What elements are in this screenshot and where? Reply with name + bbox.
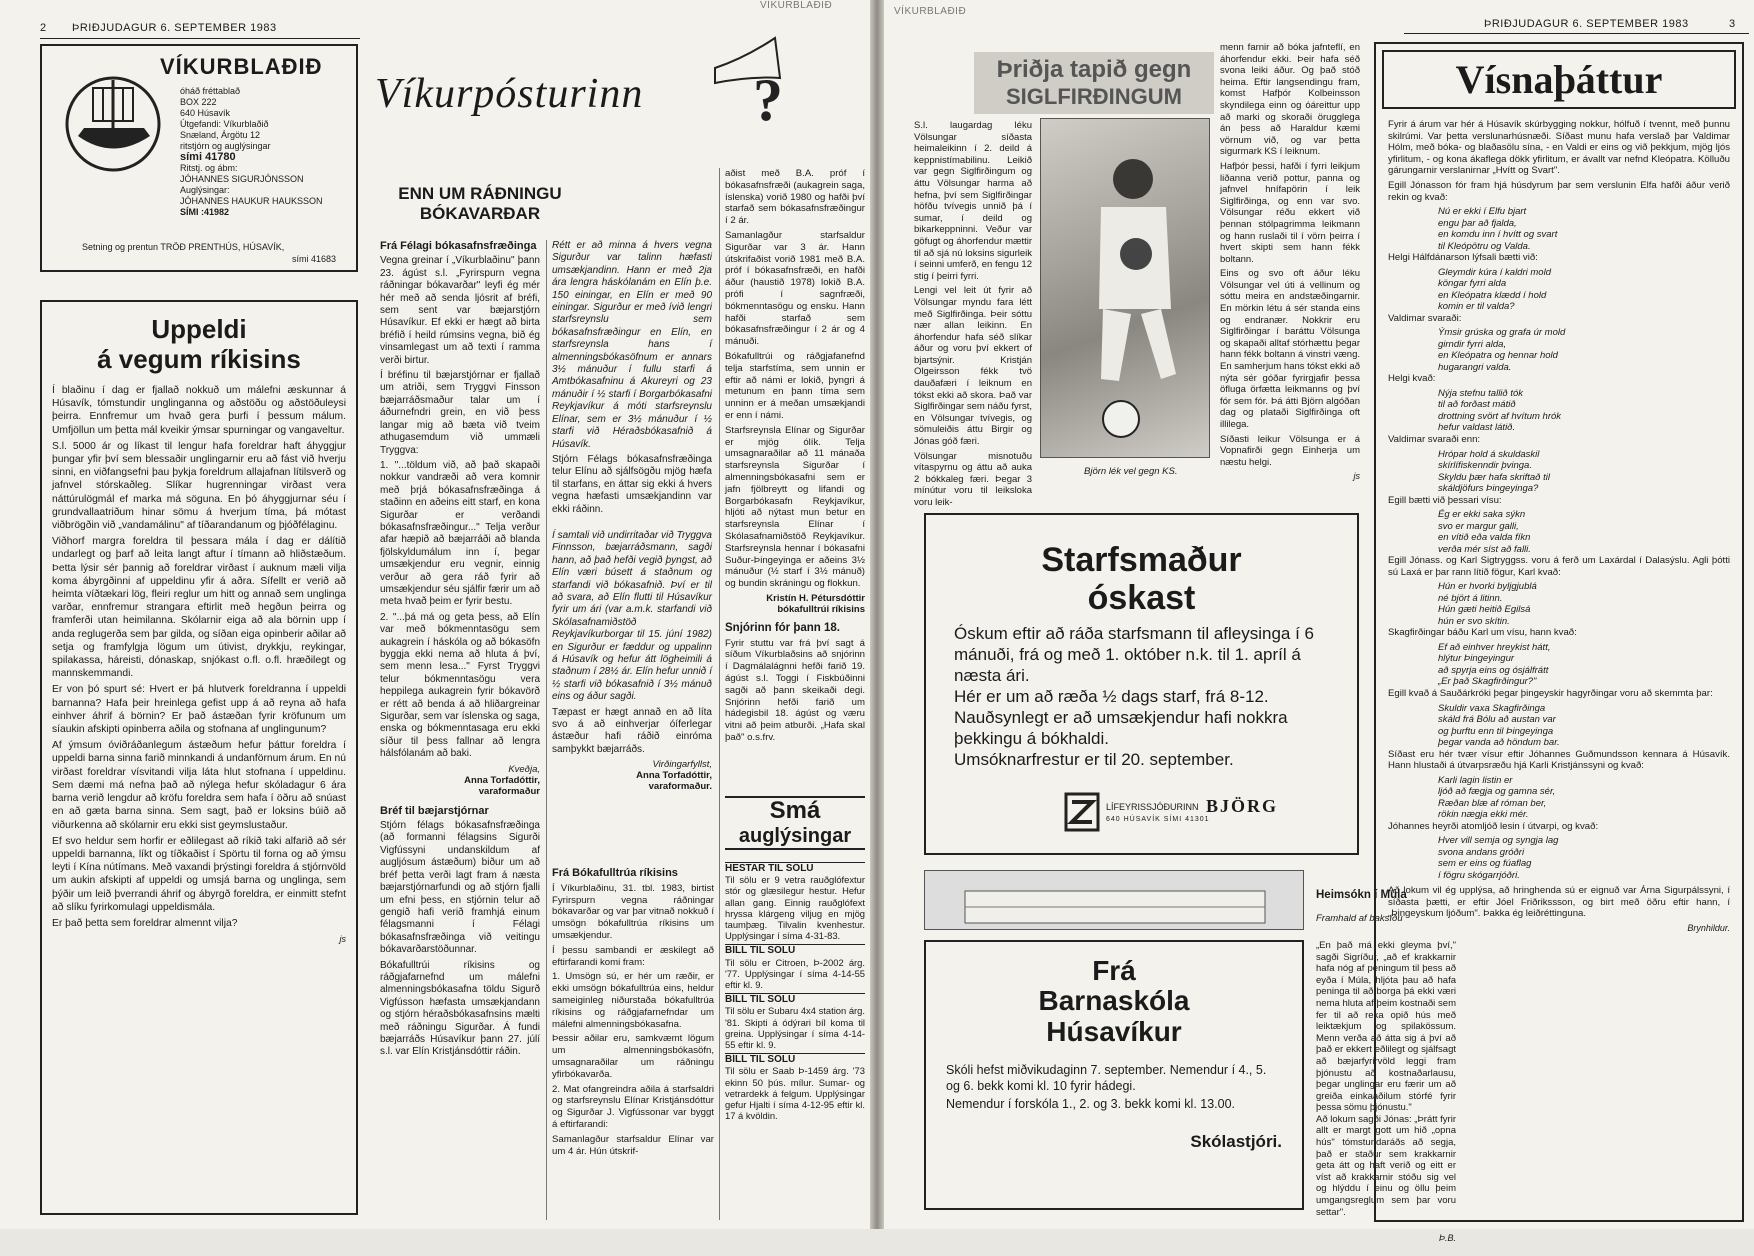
poem-line: sem er eins og fúaflag — [1438, 858, 1532, 870]
editorial-paragraph: Viðhorf margra foreldra til þessara mála í dag er dálítið undarlegt og þarf að leita langt aftur í tímann að hliðstæðum. Þetta lýsir sér þannig að foreldrar virðast í auknum mæli vilja koma ábyrgðinni af uppeldinu yfir á aðra. Sífellt er verið að heimta víðtækari lög, fleiri reglur um hitt og annað sem unglinga varðar, ennfremur strangara eftirlit með hegðun þeirra og framferði utan heimilanna. Skólarnir eiga að ala börnin upp í anda reglugerða sem þar gilda, og síðan eiga opinberir aðilar að setja og framfylgja lögum um útivist, drykkju, reykingar, spilakassa, háreisti, dónaskap, snjókast o.fl. o.fl. hræðilegt og mannskemmandi. — [52, 536, 346, 680]
svg-text:?: ? — [753, 67, 783, 133]
poem-line: Nýja stefnu tallið tók — [1438, 387, 1524, 399]
lifeyrissjodur-logo-icon — [1064, 792, 1100, 832]
poem-line: Ræðan blæ af róman ber, — [1438, 797, 1547, 809]
left-header-date: ÞRIÐJUDAGUR 6. SEPTEMBER 1983 — [72, 22, 277, 34]
school-ad-box — [924, 940, 1304, 1210]
poem-line: Hver vill semja og syngja lag — [1438, 835, 1559, 847]
poem-line: þegar vanda að höndum bar. — [1438, 737, 1560, 748]
small-ad — [725, 862, 865, 941]
poem-line: hlýtur Þingeyingur — [1438, 653, 1515, 665]
visna-lead: Egill Jónass. og Karl Sigtryggss. voru á ferð um Laxárdal í Dalasýslu. Agli þótti sú Laxá er þar rann lítið fögur, Karl kvað: — [1388, 555, 1730, 578]
vikurposturinn-col2 — [552, 240, 712, 792]
poem-line: svona andans gróðri — [1438, 846, 1525, 858]
poem-line: „Er það Skagfirðingur?" — [1438, 676, 1537, 688]
visna-entry — [1388, 627, 1730, 688]
col1-paragraph: 2. "...þá má og geta þess, að Elín var með bókmenntasögu sem aukagrein í háskóla og að bókasöfn byggja ekki nema að hluta á því, sem menn lesa..." Fyrst Tryggvi telur bókmenntasögu vera heppilega aukagrein fyrir bókavörð er rétt að benda á að hliðargreinar Sigurðar, sem var íslenska og saga, enska og bókmenntasaga eru ekki síður til þess fallnar að lengra hálsfólanám að baki. — [380, 611, 540, 760]
poem-line: girndir fyrri alda, — [1438, 338, 1507, 350]
masthead-line: SÍMI :41982 — [180, 207, 230, 217]
visna-lead: Síðast eru hér tvær vísur eftir Jóhannes Guðmundsson kennara á Húsavík. Hann hlustaði á útvarpsræðu hjá Karli Kristjánssyni og kvað: — [1388, 748, 1730, 772]
vikurposturinn-title: Víkurpósturinn — [375, 71, 644, 117]
visna-entry — [1388, 821, 1730, 882]
masthead-lines — [180, 86, 355, 218]
small-ad — [725, 1053, 865, 1121]
smaauglysingar-title-1: Smá — [769, 797, 821, 824]
editorial-title-1: Uppeldi — [151, 314, 247, 344]
sport-paragraph: S.l. laugardag léku Völsungar síðasta heimaleikinn í 2. deild á keppnistímabilinu. Leikið var gegn Siglfirðingum og áttu Völsungar harma að hefna, því sem Siglfirðingar höfðu tvívegis unnið þá í sumar, í deild og bikarkeppninni. Veður var göfugt og áhorfendur mættir til að sjá nú loksins sigurleik í seinni umferð, en fengu 12 stig í þeirri fyrri. — [914, 120, 1032, 282]
editorial-box — [40, 300, 358, 1215]
small-ad-text: Til sölu er Citroen, Þ-2002 árg. '77. Upplýsingar í síma 4-14-55 eftir kl. 9. — [725, 956, 865, 991]
right-header-date: ÞRIÐJUDAGUR 6. SEPTEMBER 1983 — [1484, 18, 1689, 30]
col2-sign-line: Virðingarfyllst, — [652, 759, 712, 771]
col1-sign-line: Anna Torfadóttir, — [464, 774, 540, 786]
sport-paragraph: Hafþór þessi, hafði í fyrri leikjum liðanna verið pottur, panna og jafnvel hnífapörin í leik Siglfirðinga, og enn var svo. Völsungar réðu ekkert við þennan stólpagrimma leikmann og hann ruslaði til í vörn þeirra í hvert skipti sem hann fékk boltann. — [1220, 160, 1360, 265]
poem-line: Hrópar hold á skuldaskil — [1438, 448, 1540, 460]
editorial-paragraph: Af ýmsum óviðráðanlegum ástæðum hefur þáttur foreldra í uppeldi barna sinna farið minnkandi á undanförnum árum. En nú virðast foreldrar vísvitandi vilja láta hlut stofnana í uppeldinu. Sem dæmi má nefna það að nýlega hefur skóladagur 6 ára barna verið lengdur að kröfu foreldra sem hafa í öðru að snúast en að gæta barna sinna. Sem sagt, það er loksins búið að viðurkenna að skólarnir eru ekki sist geymslustaður. — [52, 740, 346, 831]
poem-line: hefur valdast látið. — [1438, 422, 1516, 434]
visna-lead: Skagfirðingar báðu Karl um vísu, hann kvað: — [1388, 627, 1577, 639]
editorial-initials: js — [339, 934, 346, 945]
poem-line: til að forðast mátið — [1438, 399, 1516, 411]
small-ad-text: Til sölu er 9 vetra rauðglófextur stór og glæsilegur hestur. Hefur allan gang. Einnig rauðglófext hryssa klárgeng viljug en mjög taumþæg. Tilvalin kvenhestur. Upplýsingar í síma 4-31-83. — [725, 874, 865, 942]
masthead-line: Setning og prentun TRÖÐ PRENTHÚS, HÚSAVÍK, — [82, 242, 285, 252]
smaauglysingar-title-2: auglýsingar — [738, 825, 852, 847]
poem-line: verða mér síst að falli. — [1438, 543, 1531, 555]
job-ad-p1: Óskum eftir að ráða starfsmann til afleysinga í 6 mánuði, frá og með 1. október n.k. til 1. apríl á næsta ári. — [954, 624, 1314, 685]
poem-line: Ég er ekki saka sýkn — [1438, 509, 1526, 521]
poem-line: Ef að einhver hreykist hátt, — [1438, 641, 1551, 653]
bokafulltrui-paragraph: Í þessu sambandi er æskilegt að eftirfarandi komi fram: — [552, 944, 714, 968]
masthead-line: JÓHANNES SIGURJÓNSSON — [180, 174, 304, 184]
football-player-icon — [1041, 119, 1211, 459]
editorial-paragraph: Er það þetta sem foreldrar almennt vilja? — [52, 917, 238, 929]
poem-line: skírlífiskenndir þvinga. — [1438, 460, 1532, 472]
sport-paragraph: Eins og svo oft áður léku Völsungar vel úti á vellinum og sóttu meira en andstæðingarnir. En mörkin létu á sér standa eins og endranær. Nokkrir eru Siglfirðingar í baráttu Völsunga og skapaði alltaf stórhættu þegar hann fékk boltann á vinstri væng. En samherjum hans tókst ekki að nýta sér góðar fyrirgjafir þessa öfluga örfætta leikmanns og því fór sem fór. Þá átti Björn algóðan dag og plataði Siglfirðinga oft illilega. — [1220, 268, 1360, 430]
job-ad-p4: Umsóknarfrestur er til 20. september. — [954, 750, 1234, 769]
vikurposturinn-headline-2: BÓKAVARÐAR — [419, 204, 541, 223]
school-title-3: Húsavíkur — [1046, 1016, 1182, 1047]
poem-line: Nú er ekki í Elfu bjart — [1438, 206, 1527, 218]
visna-poem — [1388, 267, 1730, 313]
poem-line: engu þar að fjalda, — [1438, 217, 1517, 229]
bokafulltrui-paragraph: Samanlagður starfsaldur Elínar var um 4 ár. Hún útskrif- — [552, 1133, 714, 1157]
sport-title-2: SIGLFIRÐINGUM — [1006, 84, 1182, 109]
col3-sign-line: bókafulltrúi ríkisins — [777, 603, 865, 615]
school-building-icon — [925, 871, 1305, 931]
editorial-paragraph: Ef svo heldur sem horfir er eðlilegast að ríkið taki alfarið að sér uppeldi barnanna, líkt og tíðkaðist í Spörtu til forna og að ýmsu leyti í Kína nútímans. Með vaxandi þrýstingi foreldra á stjórnvöld um aukin afskipti af uppeldi og umsjá barna og unglinga, sem þýðir um leið þverrandi áhrif og ábyrgð foreldra, er einmitt stefnt að slíku fyrirkomulagi uppeldismála. — [52, 835, 346, 913]
small-ad — [725, 944, 865, 990]
job-ad-title-2: óskast — [1087, 579, 1196, 617]
visna-entry — [1388, 495, 1730, 556]
poem-line: og þurftu enn til Þingeyinga — [1438, 725, 1554, 737]
school-building-photo — [924, 870, 1304, 930]
sport-paragraph: Lengi vel leit út fyrir að Völsungar myndu fara létt með Siglfirðinga. Þeir sóttu nær allan leikinn. En áhorfendur hafa séð slíkar áður og voru því ekkert of bjartsýnir. Kristján Olgeirsson fékk tvö dauðafæri í leiknum en tókst ekki að skora. Það var Siglfirðingar sem náðu fyrst, en Völsungar tvívegis, og sömuleiðis áttu Birgir og Jónas góð færi. — [914, 285, 1032, 448]
masthead-line: Útgefandi: Víkurblaðið — [180, 119, 269, 129]
col1-paragraph: Í bréfinu til bæjarstjórnar er fjallað um atriði, sem Tryggvi Finsson bæjarráðsmaður talar um í áðurnefndri grein, en við þess langar mig að bæta við tveim athugasemdum við ummæli Tryggva: — [380, 370, 540, 456]
job-ad-box — [924, 513, 1359, 855]
visna-poem — [1388, 642, 1730, 688]
sport-col2 — [1220, 42, 1360, 483]
visnathattur-title-frame — [1382, 50, 1736, 109]
visna-lead: Valdimar svaraði: — [1388, 312, 1462, 324]
job-ad-logo — [1064, 792, 1329, 836]
masthead-line: sími 41683 — [292, 254, 337, 264]
visna-entry — [1388, 373, 1730, 434]
visna-entry — [1388, 688, 1730, 749]
small-ad-text: Til sölu er Subaru 4x4 station árg. '81. Skipti á ódýrari bíl koma til greina. Upplýsingar í síma 4-14-55 eftir kl. 9. — [725, 1005, 865, 1051]
left-page — [0, 0, 870, 1229]
small-ad — [725, 993, 865, 1050]
sport-paragraph: menn farnir að bóka jafnteflí, en áhorfendur ekki. Þeir hafa séð svona leiki áður. Og það stóð heima. Eftir langsendingu fram, komst Hafþór Kolbeinsson skyndilega einn og óáreittur upp að marki og skoraði örugglega án þess að Haraldur kæmi vörnum við, og var þetta sigurmark KS í leiknum. — [1220, 42, 1360, 158]
poem-line: komin er til valda? — [1438, 301, 1515, 313]
visna-poem — [1388, 327, 1730, 373]
masthead-line: 640 Húsavík — [180, 108, 231, 118]
editorial-title-2: á vegum ríkisins — [97, 344, 301, 374]
visna-poem — [1388, 388, 1730, 434]
poem-line: hún er svo skítin. — [1438, 615, 1510, 627]
left-header-paper: VÍKURBLAÐIÐ — [760, 0, 833, 11]
visna-entry — [1388, 434, 1730, 495]
masthead-line: ritstjórn og auglýsingar — [180, 141, 271, 151]
visna-poem — [1388, 449, 1730, 495]
masthead-name: VÍKURBLAÐIÐ — [160, 54, 323, 79]
logo-name: BJÖRG — [1206, 796, 1279, 816]
editorial-body — [52, 384, 346, 946]
editorial-paragraph: Í blaðinu í dag er fjallað nokkuð um málefni æskunnar á Húsavík, tómstundir unglinganna og aðstöðu og aðstöðuleysi þeirra. Ennfremur um hvað gera þurfi í þessum málum. Umfjöllun um þetta mál kveikir ýmsar spurningar og vangaveltur. — [52, 385, 346, 436]
bokafulltrui-paragraph: Í Víkurblaðinu, 31. tbl. 1983, birtist Fyrirspurn vegna ráðningar bókavarðar og var þar vitnað nokkuð í umsögn bókafulltrúa ríkisins um umsækjendur. — [552, 882, 714, 941]
poem-line: Hún gæti heitið Egilsá — [1438, 604, 1531, 616]
football-player-photo — [1040, 118, 1210, 458]
masthead-line: óháð fréttablað — [180, 86, 241, 96]
poem-line: köngar fyrri alda — [1438, 278, 1507, 290]
sport-paragraph: Síðasti leikur Völsunga er á Vopnafirði gegn Einherja um næstu helgi. — [1220, 433, 1360, 468]
col3-paragraph: Bókafulltrúi og ráðgjafanefnd telja starfstíma, sem unnin er eftir að námi er lokið, þyngri á metunum en þann tíma sem unninn er á meðan umsækjandi er enn í námi. — [725, 350, 865, 421]
col1b-paragraph: Bókafulltrúi ríkisins og ráðgjafarnefnd um málefni almenningsbókasafna töldu Sigurð Vigfússon hæfasta umsækjandann og stjórn héraðsbókasafnsins mælti með ráðningu Sigurðar. Á fundi bæjarráðs Húsavíkur þann 27. júlí s.l. var Elín Kristjánsdóttir ráðin. — [380, 959, 540, 1058]
poem-line: en vítið eða valda fíkn — [1438, 532, 1531, 544]
vikurposturinn-col1 — [380, 240, 540, 1062]
poem-line: að spyrja eins og ósjálfrátt — [1438, 664, 1549, 676]
col1-sign-line: Kveðja, — [508, 763, 540, 775]
col2-paragraph: Rétt er að minna á hvers vegna Sigurður var talinn hæfasti umsækjandinn. Hann er með 2ja ára lengra háskólanám en Elín þ.e. 150 einingar, en Elín er með 90 einingar. Sigurður er með ívið lengri starfsreynslu sem bókasafnsfræðingur en Elín, en starfsreynsla hans í almenningsbókasöfnum er annars 3½ mánuður í fullu starfi á Amtbókasafninu á Akureyri og 23 mánuðir í ½ starfi í Borgarbókasafni Reykjavíkur á móti starfsreynslu Elínar, sem er 3½ mánuður í ½ starfi við Héraðsbókasafnið á Húsavík. — [552, 240, 712, 450]
visna-poem — [1388, 703, 1730, 749]
viking-ship-logo-icon — [58, 66, 168, 176]
vikurposturinn-headline-1: ENN UM RÁÐNINGU — [398, 184, 562, 203]
smaauglysingar-header — [725, 796, 865, 850]
heimsokn-title: Heimsókn í Múla — [1316, 888, 1407, 901]
job-ad-p3: Nauðsynlegt er að umsækjendur hafi nokkra þekkingu á bókhaldi. — [954, 708, 1288, 748]
masthead-line: sími 41780 — [180, 151, 236, 163]
job-ad-title-1: Starfsmaður — [1041, 541, 1242, 579]
heimsokn-subtitle: Framhald af baksíðu — [1316, 912, 1403, 924]
school-title-2: Barnaskóla — [1038, 985, 1190, 1016]
sport-headline — [974, 52, 1214, 114]
sport-paragraph: Völsungar misnotuðu vítaspyrnu og áttu að auka 2 bókkaleg færi. Þegar 3 mínútur voru til leiksloka voru leik- — [914, 450, 1032, 508]
visna-lead: Valdimar svaraði enn: — [1388, 433, 1481, 445]
masthead-line: BOX 222 — [180, 97, 217, 107]
small-ad-text: Til sölu er Saab Þ-1459 árg. '73 ekinn 50 þús. mílur. Sumar- og vetrardekk á felgum. Upplýsingar gefur Hjalti í síma 4-12-95 eftir kl. 17 á kvöldin. — [725, 1065, 865, 1122]
poem-line: til Kleópötru og Valda. — [1438, 240, 1531, 252]
vikurposturinn-col3 — [725, 168, 865, 747]
poem-line: Skyldu þær hafa skriftað til — [1438, 471, 1550, 483]
job-ad-p2: Hér er um að ræða ½ dags starf, frá 8-12. — [954, 687, 1269, 706]
snjorinn-title: Snjórinn fór þann 18. — [725, 621, 841, 634]
poem-line: í fögru skógarrjóðri. — [1438, 869, 1520, 881]
col2-sign — [552, 759, 712, 792]
visna-poem — [1388, 509, 1730, 555]
col3-paragraph: Samanlagður starfsaldur Sigurðar var 3 ár. Hann útskrifaðist vorið 1981 með B.A. próf í bókasafnsfræði, en hafði áður (haustið 1978) lokið B.A. prófi í sagnfræði, bókmenntasögu og ensku. Hann hafði starfað sem bókasafnsfræðingur í 2 ár og 4 mánuði. — [725, 229, 865, 348]
visna-entry — [1388, 180, 1730, 252]
photo-caption: Björn lék vel gegn KS. — [1084, 466, 1178, 477]
col1-sign — [380, 764, 540, 797]
col1-subhead-2: Bréf til bæjarstjórnar — [380, 804, 489, 817]
editorial-paragraph: Er von þó spurt sé: Hvert er þá hlutverk foreldranna í uppeldi barnanna? Hafa þeir hreinlega gefist upp á að reyna að hafa einhver áhrif á börnin? Er það ástæðan fyrir kröfunum um síaukin afskipti opinberra aðila og stofnana af unglingunum? — [52, 684, 346, 736]
visna-intro: Fyrir á árum var hér á Húsavík skúrbygging nokkur, hólfuð í tvennt, með þunnu skilrúmi. Var þetta verslunarhúsnæði. Síðast munu hafa verslað þar Valdimar Hólm, með bóka- og blaðasölu sína, - en Valdi er eins og við þekkjum, mjög ljós yfirlitum, - og kona ákaflega dökk yfirlitum, er ávallt var nefnd Kleópatra. Kölluðu gárungarnir verslanirnar „Hvítt og Svart". — [1388, 119, 1730, 177]
masthead-line: Auglýsingar: — [180, 185, 230, 195]
poem-line: skáldjöfurs Þingeyinga? — [1438, 483, 1539, 495]
left-page-number: 2 — [40, 22, 47, 34]
visna-entry — [1388, 252, 1730, 313]
editorial-paragraph: S.l. 5000 ár og líkast til lengur hafa foreldrar haft áhyggjur þungar yfir því sem blessaðir unglingarnir eru að fást við hverju sinni, en viðfangsefni þau þykja foreldrum allajafnan lítilsverð og jafnvel stórskaðleg. Slíkar hugrenningar virðast vera náttúrulögmál ef marka má söguna. En þó áhyggjurnar séu í grundvallaatriðum hinar sömu á hverjum tíma, þá mótast viðbrögðin við „vandamálinu" af tíðarandanum og þjóðfélaginu. — [52, 440, 346, 532]
visna-poem — [1388, 775, 1730, 821]
logo-text: LÍFEYRISSJÓÐURINN — [1106, 802, 1199, 812]
right-page-number: 3 — [1729, 18, 1736, 30]
poem-line: rökin nægja ekki mér. — [1438, 809, 1529, 821]
visna-poem — [1388, 581, 1730, 627]
school-title-1: Frá — [1092, 955, 1136, 986]
col3-sign — [725, 593, 865, 615]
bokafulltrui-paragraph: 1. Umsögn sú, er hér um ræðir, er ekki umsögn bókafulltrúa eins, heldur sameiginleg niðurstaða bókafulltrúa ríkisins og ráðgjafarnefndar um málefni almenningsbókasafna. — [552, 971, 714, 1030]
snjorinn-text: Fyrir stuttu var frá því sagt á síðum Víkurblaðsins að snjórinn í Dagmálalágnni hefði farið 19. ágúst s.l. Toggi í Fiskbúðinni sagði að þann skeikaði degi. Snjórinn hefði farið um hádegisbil 18. ágúst og væru vitni að þeim atburði. „Hafa skal það" o.s.frv. — [725, 637, 865, 744]
spread-gutter — [870, 0, 884, 1229]
school-p2: Nemendur í forskóla 1., 2. og 3. bekk komi kl. 13.00. — [946, 1097, 1236, 1111]
col2-sign-line: Anna Torfadóttir, — [636, 770, 712, 782]
poem-line: drottning svört af hvítum hrók — [1438, 410, 1562, 422]
right-header-paper: VÍKURBLAÐIÐ — [894, 6, 967, 17]
poem-line: Karli lagin listin er — [1438, 774, 1513, 786]
visna-lead: Egill Jónasson fór fram hjá húsdyrum þar sem verslunin Elfa hafði áður verið rekin og kvað: — [1388, 179, 1730, 203]
visnathattur-title: Vísnaþáttur — [1455, 57, 1663, 102]
poem-line: skáld frá Bólu að austan var — [1438, 714, 1556, 725]
col3-paragraph: Starfsreynsla Elínar og Sigurðar er mjög ólík. Telja umsagnaraðilar að 11 mánaða starfsreynsla Sigurðar í almenningsbókasafni sem er jafn fjölbreytt og lifandi og Borgarbókasafn Reykjavíkur, hljóti að nýtast mun betur en starfsreynsla Elínar í Skólasafnamiðstöð Reykjavíkur. Starfsreynsla hennar í bókasafni Suður-Þingeyinga er aðeins 3½ mánuður (½ starf í 3½ mánuð) og bundin skráningu og flokkun. — [725, 424, 865, 590]
col3-sign-line: Kristín H. Pétursdóttir — [766, 592, 865, 604]
small-ad-head: BÍLL TIL SÖLU — [725, 1053, 865, 1065]
col1-sign-line: varaformaður — [478, 785, 540, 797]
visna-poem — [1388, 835, 1730, 881]
small-ad-head: BÍLL TIL SÖLU — [725, 944, 865, 956]
sport-col1 — [914, 120, 1032, 512]
masthead-line: JÓHANNES HAUKUR HAUKSSON — [180, 196, 323, 206]
sport-title-1: Þriðja tapið gegn — [996, 56, 1192, 83]
poem-line: Hún er hvorki byljgjublá — [1438, 581, 1537, 593]
smaauglysingar-list — [725, 862, 865, 1124]
visna-entry — [1388, 555, 1730, 627]
visna-lead: Helgi Hálfdánarson lýfsali bætti við: — [1388, 252, 1538, 264]
school-p1: Skóli hefst miðvikudaginn 7. september. Nemendur í 4., 5. og 6. bekk komi kl. 10 fyrir hádegi. — [946, 1063, 1267, 1093]
visna-entry — [1388, 313, 1730, 374]
bokafulltrui-paragraph: Þessir aðilar eru, samkvæmt lögum um almenningsbókasöfn, umsagnaraðilar um ráðningu yfirbókavarða. — [552, 1033, 714, 1080]
col1-paragraph: 1. "...töldum við, að það skapaði nokkur vandræði að vera komnir með þrjá bókasafnsfræðinga á staðinn en aðeins eitt starf, en kona Sigurðar er verðandi bókasafnsfræðingur..." Telja verður afar hæpið að bæjarráði að blanda fjölskyldumálum inn í, þegar umsækjendur eru vegnir, einnig verður að gera ráð fyrir að umsækjendur séu sjálfir færir um að meta hvað þeim er fyrir bestu. — [380, 459, 540, 608]
school-sign: Skólastjóri. — [1190, 1132, 1282, 1151]
masthead-line: Snæland, Árgötu 12 — [180, 130, 261, 140]
visna-lead: Helgi kvað: — [1388, 373, 1436, 385]
sport-initials: js — [1353, 471, 1360, 482]
poem-line: Skuldir vaxa Skagfirðinga — [1438, 702, 1546, 714]
poem-line: hugarangri valda. — [1438, 361, 1512, 373]
poem-line: né björt á litinn. — [1438, 592, 1503, 604]
visnathattur-body — [1376, 115, 1742, 939]
masthead-box — [40, 44, 358, 272]
col1-paragraph: Vegna greinar í „Víkurblaðinu" þann 23. ágúst s.l. „Fyrirspurn vegna ráðningar bókavarðar" leyfi ég mér hér með að senda ljósrit af bréfi, sem sent var bæjarstjórn Húsavíkur. Ef ekki er hægt að birta bréfið í heild rúmsins vegna, bið ég vinsamlegast um að texti í ramma verði birtur. — [380, 255, 540, 366]
col1-subhead: Frá Félagi bókasafnsfræðinga — [380, 240, 537, 252]
horn-question-icon — [705, 28, 795, 133]
col2-paragraph: Stjórn Félags bókasafnsfræðinga telur Elínu að sjálfsögðu mjög hæfa til starfans, en áttar sig ekki á hvers vegna hæfasti umsækjandinn var ekki ráðinn. — [552, 453, 712, 515]
heimsokn-text: „En það má ekki gleyma því," sagði Sigríður, „að ef krakkarnir hafa nóg af peningum til þess að eyða í Múla, hljóta þau að hafa peninga til að borga þá ekki væri nema hluta af þeim kostnaði sem fer til að reka opið hús með leiktækjum og spilakössum. Menn verða að átta sig á því að það er ekkert eðlilegt og sjálfsagt að bæjarfyrirvöld leggi fram þjónustu að kostnaðarlausu, þegar unglingar eru færir um að greiða einkaaðilum stórfé fyrir þessa sömu þjónustu." Að lokum sagði Jónas: „Þrátt fyrir allt er margt gott um hið „opna hús" tómstundaráðs að segja, það er staður sem krakkarnir geta átt og haft verið og eitt er víst að krakkarnir stóðu sig vel og hlýddu í einu og öllu þeim umgangsreglum sem þar voru settar". — [1316, 939, 1456, 1218]
logo-sub: 640 HÚSAVÍK SÍMI 41301 — [1106, 816, 1210, 823]
poem-line: en komdu inn í hvítt og svart — [1438, 229, 1558, 241]
col2-italic: Í samtali við undirritaðar við Tryggva Finnsson, bæjarráðsmann, sagði hann, að það hefði vegið þyngst, að Elín væri búsett á staðnum og starfandi við bókasafnið. Því er til að svara, að Elín flutti til Húsavíkur fyrir um ári (var a.m.k. starfandi við Skólasafnamiðstöð Reykjavíkurborgar til 15. júní 1982) en Sigurður er fæddur og uppalinn á Húsavík og hefur átt lögheimili á staðnum í 28½ ár. Elín hefur unnið í ½ starfi við bókasafnið í 3½ mánuð eins og áður sagði. — [552, 529, 712, 703]
visna-lead: Jóhannes heyrði atomljóð lesin í útvarpi, og kvað: — [1388, 820, 1599, 832]
visna-signature: Brynhildur. — [1687, 923, 1730, 934]
poem-line: Gleymdir kúra í kaldri mold — [1438, 266, 1551, 278]
small-ad-head: HESTAR TIL SÖLU — [725, 862, 865, 874]
bokafulltrui-paragraph: 2. Mat ofangreindra aðila á starfsaldri og starfsreynslu Elínar Kristjánsdóttur og Sigurðar J. Vigfússonar var byggt á eftirfarandi: — [552, 1083, 714, 1130]
visnathattur-box — [1374, 42, 1744, 1222]
right-page — [884, 0, 1754, 1243]
col1b-paragraph: Stjórn félags bókasafnsfræðinga (að formanni félagsins Sigurði Vigfússyni undanskildum af augljósum ástæðum) biður um að bréf þetta verði lagt fram á næsta bæjarstjórnarfundi og að stjórn fjalli um efni þess, en stjórnin telur að gengið hafi verið framhjá einum félagsmanni í Félagi bókasafnsfræðinga við veitingu bókavarðarstöðunnar. — [380, 820, 540, 956]
visna-entry — [1388, 749, 1730, 821]
bokafulltrui-article — [552, 868, 714, 1160]
poem-line: svo er margur galli, — [1438, 520, 1519, 532]
col3-paragraph: aðist með B.A. próf í bókasafnsfræði (aukagrein saga, íslenska) vorið 1980 og hafði því starfað sem bókasafnsfræðingur í 2 ár. — [725, 168, 865, 227]
col2-sign-line: varaformaður. — [648, 781, 712, 793]
poem-line: Ýmsir grúska og grafa úr mold — [1438, 327, 1566, 339]
small-ad-head: BÍLL TIL SÖLU — [725, 993, 865, 1005]
poem-line: en Kleópatra og hennar hold — [1438, 350, 1558, 362]
poem-line: ljóð að fægja og gamna sér, — [1438, 786, 1556, 798]
visna-lead: Egill bætti við þessari vísu: — [1388, 494, 1502, 506]
col2b: Tæpast er hægt annað en að líta svo á að einhverjar óíferlegar ástæður hafi ráðið einróma samþykkt bæjarráðs. — [552, 706, 712, 755]
bokafulltrui-title: Frá Bókafulltrúa ríkisins — [552, 867, 678, 879]
visna-poem — [1388, 206, 1730, 252]
masthead-line: Ritstj. og ábm: — [180, 163, 238, 173]
poem-line: en Kleópatra klædd í hold — [1438, 289, 1547, 301]
visna-lead: Egill kvað á Sauðárkróki þegar þingeyskir hagyrðingar voru að skemmta þar: — [1388, 687, 1713, 699]
visna-outro: Að lokum vil ég upplýsa, að hringhenda sú er eignuð var Árna Sigurpálssyni, í síðasta þætti, er eftir Jóel Friðrikssson, og birt með öðru eftir hann, í „Þingeyskum ljóðum". Þakka ég leiðréttinguna. — [1388, 885, 1730, 920]
heimsokn-initials: Þ.B. — [1438, 1232, 1456, 1243]
